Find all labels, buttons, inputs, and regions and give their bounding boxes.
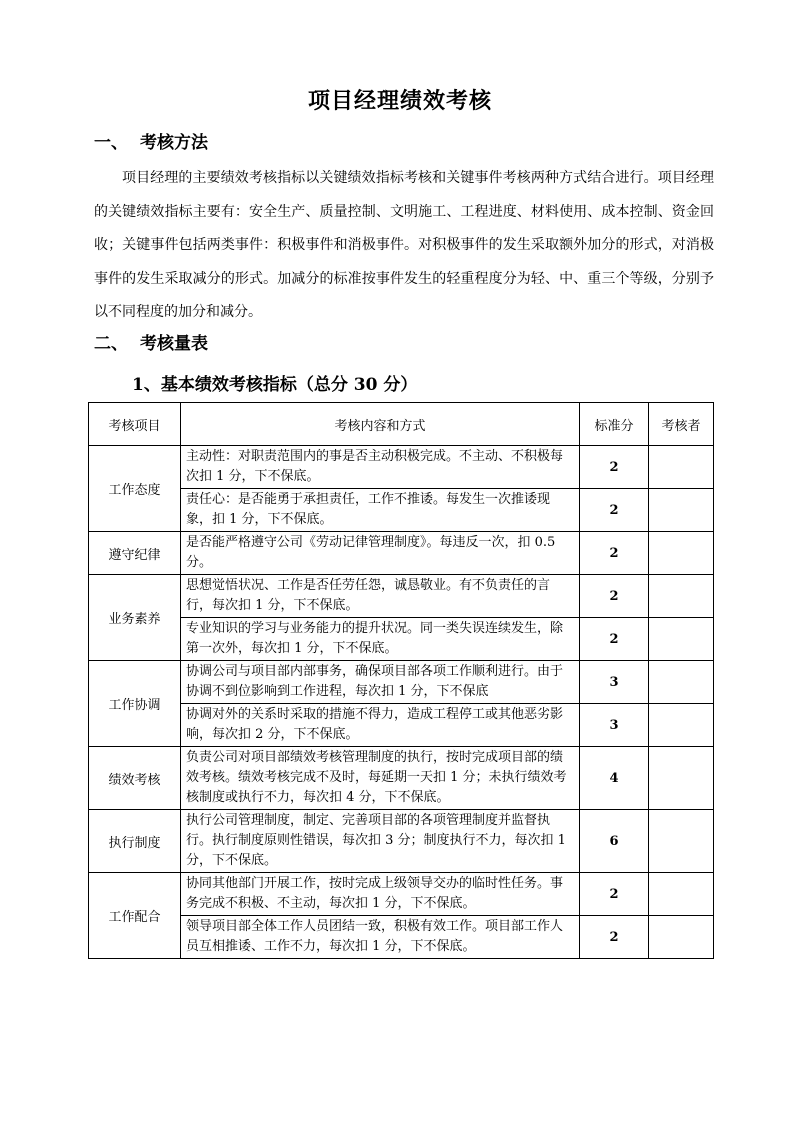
assessor-cell [649, 873, 714, 916]
item-cell: 业务素养 [89, 575, 181, 661]
table-row [89, 446, 714, 489]
score-cell: 2 [580, 873, 649, 916]
header-score: 标准分 [580, 403, 649, 446]
table-header-row [89, 403, 714, 446]
content-cell: 协同其他部门开展工作，按时完成上级领导交办的临时性任务。事务完成不积极、不主动，每次扣 1 分，下不保底。 [181, 873, 580, 916]
performance-table [88, 402, 714, 959]
table-row [89, 489, 714, 532]
header-item: 考核项目 [89, 403, 181, 446]
content-cell: 协调对外的关系时采取的措施不得力，造成工程停工或其他恶劣影响，每次扣 2 分，下不保底。 [181, 704, 580, 747]
score-cell: 2 [580, 575, 649, 618]
assessor-cell [649, 747, 714, 810]
section1-heading [94, 128, 208, 153]
header-content: 考核内容和方式 [181, 403, 580, 446]
score-cell: 3 [580, 661, 649, 704]
score-cell: 2 [580, 532, 649, 575]
section1-paragraph: 项目经理的主要绩效考核指标以关键绩效指标考核和关键事件考核两种方式结合进行。项目经理的关键绩效指标主要有：安全生产、质量控制、文明施工、工程进度、材料使用、成本控制、资金回收；关键事件包括两类事件：积极事件和消极事件。对积极事件的发生采取额外加分的形式，对消极事件的发生采取减分的形式。加减分的标准按事件发生的轻重程度分为轻、中、重三个等级，分别予以不同程度的加分和减分。 [94, 170, 714, 321]
score-cell: 2 [580, 489, 649, 532]
item-cell: 遵守纪律 [89, 532, 181, 575]
item-cell: 绩效考核 [89, 747, 181, 810]
content-cell: 是否能严格遵守公司《劳动记律管理制度》。每违反一次，扣 0.5 分。 [181, 532, 580, 575]
content-cell: 责任心：是否能勇于承担责任，工作不推诿。每发生一次推诿现象，扣 1 分，下不保底。 [181, 489, 580, 532]
section1-number: 一、 [94, 133, 128, 153]
table-row [89, 747, 714, 810]
section2-subheading: 1、基本绩效考核指标（总分 30 分） [132, 375, 418, 395]
document-title: 项目经理绩效考核 [307, 88, 492, 114]
score-cell: 2 [580, 446, 649, 489]
assessor-cell [649, 916, 714, 959]
table-row [89, 810, 714, 873]
score-cell: 3 [580, 704, 649, 747]
content-cell: 领导项目部全体工作人员团结一致，积极有效工作。项目部工作人员互相推诿、工作不力，每次扣 1 分，下不保底。 [181, 916, 580, 959]
assessor-cell [649, 661, 714, 704]
content-cell: 协调公司与项目部内部事务，确保项目部各项工作顺利进行。由于协调不到位影响到工作进程，每次扣 1 分，下不保底 [181, 661, 580, 704]
assessor-cell [649, 704, 714, 747]
item-cell: 工作协调 [89, 661, 181, 747]
table-row [89, 661, 714, 704]
assessor-cell [649, 446, 714, 489]
table-row [89, 873, 714, 916]
assessor-cell [649, 575, 714, 618]
section2-number: 二、 [94, 334, 128, 354]
assessor-cell [649, 532, 714, 575]
table-row [89, 704, 714, 747]
section2-title: 考核量表 [140, 334, 208, 354]
score-cell: 2 [580, 916, 649, 959]
item-cell: 执行制度 [89, 810, 181, 873]
section2-heading [94, 329, 208, 354]
content-cell: 专业知识的学习与业务能力的提升状况。同一类失误连续发生，除第一次外，每次扣 1 分，下不保底。 [181, 618, 580, 661]
table-row [89, 575, 714, 618]
table-row [89, 532, 714, 575]
content-cell: 负责公司对项目部绩效考核管理制度的执行，按时完成项目部的绩效考核。绩效考核完成不及时，每延期一天扣 1 分；未执行绩效考核制度或执行不力，每次扣 4 分，下不保底。 [181, 747, 580, 810]
item-cell: 工作配合 [89, 873, 181, 959]
item-cell: 工作态度 [89, 446, 181, 532]
content-cell: 执行公司管理制度，制定、完善项目部的各项管理制度并监督执行。执行制度原则性错误，每次扣 3 分；制度执行不力，每次扣 1 分，下不保底。 [181, 810, 580, 873]
header-assessor: 考核者 [649, 403, 714, 446]
content-cell: 主动性：对职责范围内的事是否主动积极完成。不主动、不积极每次扣 1 分，下不保底。 [181, 446, 580, 489]
score-cell: 2 [580, 618, 649, 661]
score-cell: 4 [580, 747, 649, 810]
section1-title: 考核方法 [140, 133, 208, 153]
assessor-cell [649, 810, 714, 873]
table-row [89, 618, 714, 661]
score-cell: 6 [580, 810, 649, 873]
content-cell: 思想觉悟状况、工作是否任劳任怨，诚恳敬业。有不负责任的言行，每次扣 1 分，下不保底。 [181, 575, 580, 618]
assessor-cell [649, 489, 714, 532]
table-row [89, 916, 714, 959]
assessor-cell [649, 618, 714, 661]
